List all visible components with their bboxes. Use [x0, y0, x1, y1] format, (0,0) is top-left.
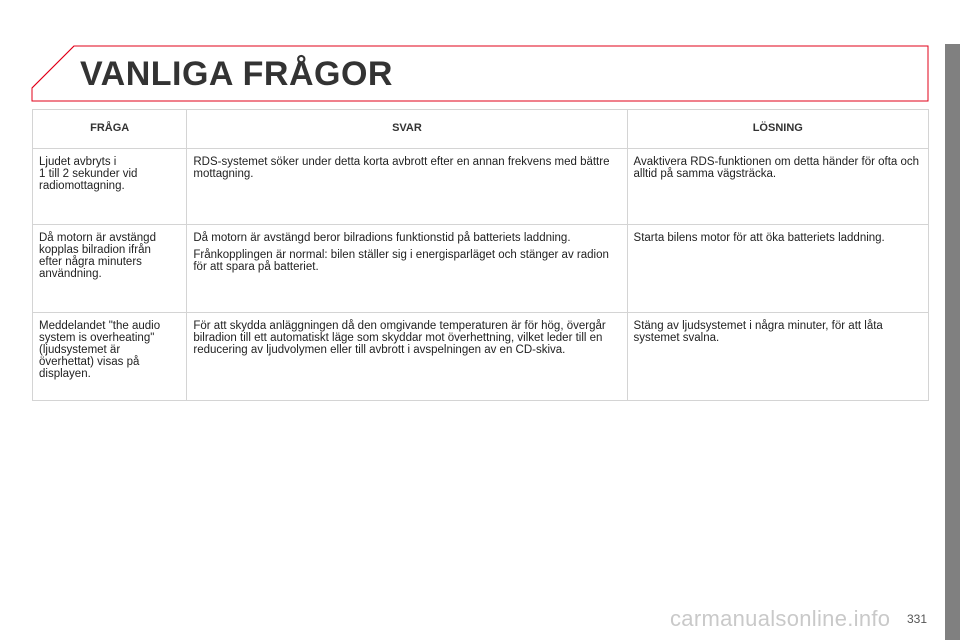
table-row	[33, 149, 929, 225]
question-line: displayen.	[39, 368, 91, 380]
watermark-text: carmanualsonline.info	[670, 606, 891, 631]
answer-paragraph: RDS-systemet söker under detta korta avbrott efter en annan frekvens med bättre mottagning.	[193, 156, 610, 180]
question-cell	[33, 149, 187, 225]
header-question: FRÅGA	[33, 110, 187, 149]
question-line: kopplas bilradion ifrån	[39, 244, 151, 256]
question-cell	[33, 313, 187, 401]
question-line: (ljudsystemet är	[39, 344, 121, 356]
question-line: överhettat) visas på	[39, 356, 140, 368]
answer-paragraph: Då motorn är avstängd beror bilradions funktionstid på batteriets laddning.	[193, 232, 571, 244]
table-header-row	[33, 110, 929, 149]
question-line: system is overheating"	[39, 332, 155, 344]
faq-table	[32, 109, 929, 401]
solution-cell: Avaktivera RDS-funktionen om detta händer för ofta och alltid på samma vägsträcka.	[627, 149, 928, 225]
answer-paragraph: Frånkopplingen är normal: bilen ställer sig i energisparläget och stänger av radion för att spara på batteriet.	[193, 249, 609, 273]
table-row	[33, 225, 929, 313]
side-tab-bar	[945, 44, 960, 640]
question-line: efter några minuters	[39, 256, 142, 268]
table-row	[33, 313, 929, 401]
page-number: 331	[907, 612, 928, 626]
answer-cell	[187, 225, 627, 313]
question-line: Meddelandet "the audio	[39, 320, 161, 332]
solution-cell: Stäng av ljudsystemet i några minuter, för att låta systemet svalna.	[627, 313, 928, 401]
question-line: Ljudet avbryts i	[39, 156, 117, 168]
answer-cell	[187, 313, 627, 401]
solution-cell: Starta bilens motor för att öka batteriets laddning.	[627, 225, 928, 313]
question-cell	[33, 225, 187, 313]
header-solution: LÖSNING	[627, 110, 928, 149]
question-line: Då motorn är avstängd	[39, 232, 156, 244]
answer-paragraph: För att skydda anläggningen då den omgivande temperaturen är för hög, övergår bilradion till ett automatiskt läge som skyddar mot överhettning, vilket leder till en reducering av ljudvolymen eller till avbrott i avspelningen av en CD-skiva.	[193, 320, 606, 356]
question-line: radiomottagning.	[39, 180, 125, 192]
question-line: användning.	[39, 268, 102, 280]
answer-cell	[187, 149, 627, 225]
page-title: VANLIGA FRÅGOR	[80, 55, 393, 93]
header-answer: SVAR	[187, 110, 627, 149]
question-line: 1 till 2 sekunder vid	[39, 168, 138, 180]
